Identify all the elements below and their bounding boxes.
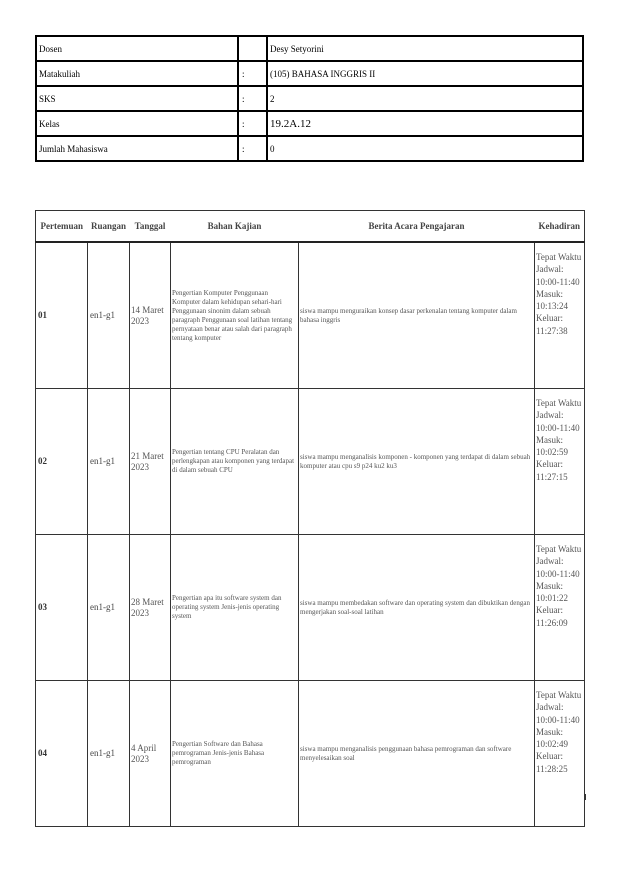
kehadiran-jadwal: Jadwal: 10:00-11:40 [536,556,580,579]
table-row [36,242,585,389]
cell-berita-acara: siswa mampu menganalisis penggunaan bahasa pemrograman dan software menyelesaikan soal [299,681,535,827]
cell-ruangan: en1-g1 [88,535,130,681]
kehadiran-masuk: Masuk: 10:02:59 [536,434,569,458]
info-sep-sks: : [238,86,267,111]
kehadiran-status: Tepat Waktu [536,690,582,700]
cell-pertemuan: 03 [36,535,88,681]
cell-pertemuan: 04 [36,681,88,827]
cell-berita-acara: siswa mampu menganalisis komponen - komponen yang terdapat di dalam sebuah komputer atau cpu s9 p24 ku2 ku3 [299,389,535,535]
header-tanggal: Tanggal [130,211,171,243]
kehadiran-masuk: Masuk: 10:13:24 [536,288,569,312]
cell-kehadiran [535,242,585,389]
kehadiran-keluar: Keluar: 11:27:15 [536,459,568,482]
info-row-jumlah [36,136,583,161]
info-row-sks [36,86,583,111]
info-label-dosen: Dosen [36,36,238,61]
cell-ruangan: en1-g1 [88,389,130,535]
info-value-kelas: 19.2A.12 [267,111,583,136]
info-sep-kelas: : [238,111,267,136]
info-row-matakuliah [36,61,583,86]
kehadiran-keluar: Keluar: 11:28:25 [536,751,568,774]
table-row [36,681,585,827]
cell-tanggal: 14 Maret 2023 [130,242,171,389]
info-value-jumlah: 0 [267,136,583,161]
header-pertemuan: Pertemuan [36,211,88,243]
cell-ruangan: en1-g1 [88,242,130,389]
header-berita-acara: Berita Acara Pengajaran [299,211,535,243]
table-continuation [35,794,586,800]
header-bahan-kajian: Bahan Kajian [171,211,299,243]
kehadiran-masuk: Masuk: 10:01:22 [536,580,569,604]
cell-pertemuan: 01 [36,242,88,389]
info-sep-jumlah: : [238,136,267,161]
info-label-sks: SKS [36,86,238,111]
cell-bahan-kajian: Pengertian Software dan Bahasa pemrograman Jenis-jenis Bahasa pemrograman [171,681,299,827]
table-row [36,535,585,681]
info-row-kelas [36,111,583,136]
info-value-dosen: Desy Setyorini [267,36,583,61]
cell-kehadiran [535,389,585,535]
kehadiran-status: Tepat Waktu [536,398,582,408]
kehadiran-jadwal: Jadwal: 10:00-11:40 [536,702,580,725]
cell-bahan-kajian: Pengertian tentang CPU Peralatan dan perlengkapan atau komponen yang terdapat di dalam sebuah CPU [171,389,299,535]
kehadiran-keluar: Keluar: 11:26:09 [536,605,568,628]
header-kehadiran: Kehadiran [535,211,585,243]
course-info-table [35,35,584,162]
table-row [36,389,585,535]
cell-tanggal: 21 Maret 2023 [130,389,171,535]
kehadiran-status: Tepat Waktu [536,544,582,554]
attendance-header-row [36,211,585,243]
cell-bahan-kajian: Pengertian Komputer Penggunaan Komputer dalam kehidupan sehari-hari Penggunaan sinonim dalam sebuah paragraph Penggunaan soal latihan tentang pernyataan benar atau salah dari paragraph tentang komputer [171,242,299,389]
cell-pertemuan: 02 [36,389,88,535]
info-value-sks: 2 [267,86,583,111]
cell-berita-acara: siswa mampu membedakan software dan operating system dan dibuktikan dengan mengerjakan soal-soal latihan [299,535,535,681]
kehadiran-masuk: Masuk: 10:02:49 [536,726,569,750]
cell-tanggal: 4 April 2023 [130,681,171,827]
info-label-jumlah: Jumlah Mahasiswa [36,136,238,161]
info-label-matakuliah: Matakuliah [36,61,238,86]
kehadiran-jadwal: Jadwal: 10:00-11:40 [536,264,580,287]
cell-tanggal: 28 Maret 2023 [130,535,171,681]
info-value-matakuliah: (105) BAHASA INGGRIS II [267,61,583,86]
cell-kehadiran [535,681,585,827]
info-sep-matakuliah: : [238,61,267,86]
cell-kehadiran [535,535,585,681]
header-ruangan: Ruangan [88,211,130,243]
attendance-table [35,210,585,827]
info-row-dosen [36,36,583,61]
kehadiran-keluar: Keluar: 11:27:38 [536,313,568,336]
cell-berita-acara: siswa mampu menguraikan konsep dasar perkenalan tentang komputer dalam bahasa inggris [299,242,535,389]
info-sep-dosen [238,36,267,61]
info-label-kelas: Kelas [36,111,238,136]
kehadiran-status: Tepat Waktu [536,252,582,262]
cell-bahan-kajian: Pengertian apa itu software system dan operating system Jenis-jenis operating system [171,535,299,681]
kehadiran-jadwal: Jadwal: 10:00-11:40 [536,410,580,433]
cell-ruangan: en1-g1 [88,681,130,827]
